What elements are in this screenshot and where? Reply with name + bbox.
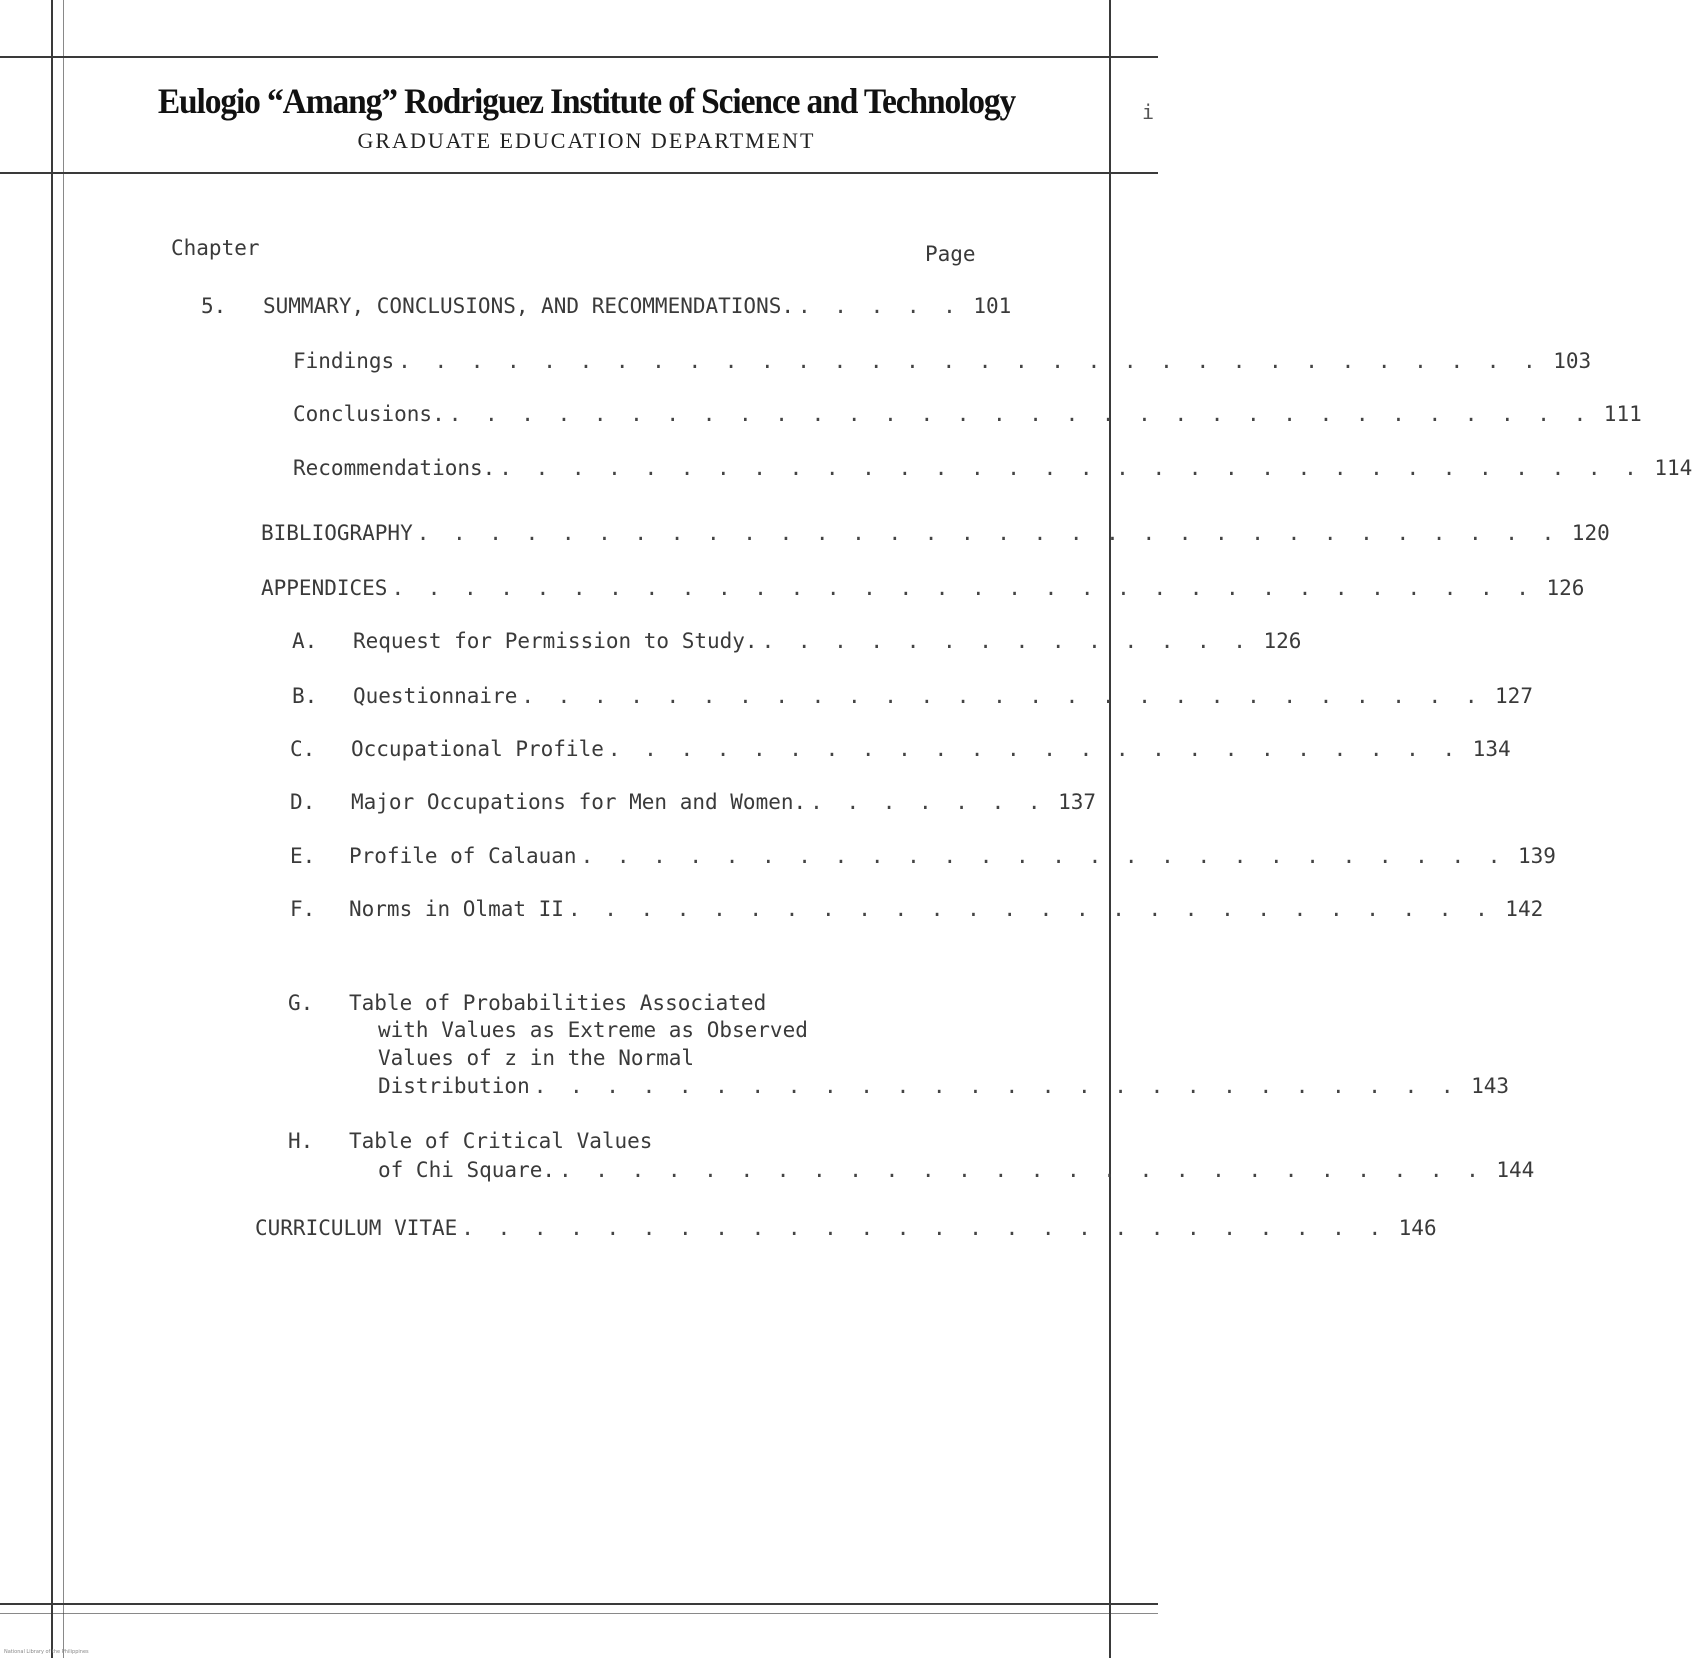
entry-label: Questionnaire (353, 684, 518, 708)
appendix-g-line-1: Table of Probabilities Associated (349, 991, 767, 1015)
entry-page: 126 (1263, 629, 1302, 653)
dot-leader: . . . . . . . . . . . . . . . . . . . . . . . . . . . (521, 684, 1483, 708)
dot-leader: . . . . . . . . . . . . . . . . . . . . . . . . . . (461, 1216, 1387, 1240)
entry-page: 143 (1471, 1074, 1510, 1098)
dot-leader: . . . . . . . . . . . . . . . . . . . . . . . . (607, 737, 1461, 761)
toc-entry-appendix-d (351, 790, 1097, 814)
dot-leader: . . . . . . . . . . . . . . . . . . . . . . . . . . . . . . . . (391, 576, 1535, 600)
appendix-g-line-3: Values of z in the Normal (378, 1046, 695, 1070)
dot-leader: . . . . . . . . . . . . . . . . . . . . . . . . . . (559, 1158, 1485, 1182)
appendix-letter: H. (288, 1129, 314, 1153)
appendix-letter: B. (292, 684, 318, 708)
left-border-line (51, 0, 53, 1658)
right-border-line (1109, 0, 1111, 1658)
toc-entry-appendices (261, 576, 1585, 600)
scan-footer-note: National Library of the Philippines (4, 1649, 89, 1655)
appendix-letter: E. (290, 844, 316, 868)
department-subtitle: GRADUATE EDUCATION DEPARTMENT (357, 128, 816, 153)
appendix-letter: D. (290, 790, 316, 814)
toc-entry-curriculum-vitae (255, 1216, 1437, 1240)
dot-leader: . . . . . . . . . . . . . . . . . . . . . . . . . . . . . . . . (416, 521, 1560, 545)
entry-label: Profile of Calauan (349, 844, 577, 868)
toc-entry-appendix-c (351, 737, 1511, 761)
dot-leader: . . . . . . . (810, 790, 1047, 814)
left-inner-border-line (63, 0, 64, 1658)
chapter-column-heading: Chapter (171, 236, 260, 260)
top-rule (0, 56, 1158, 58)
toc-entry-appendix-e (349, 844, 1556, 868)
entry-page: 101 (973, 294, 1012, 318)
appendix-letter: A. (292, 629, 318, 653)
toc-entry-conclusions (293, 402, 1642, 426)
dot-leader: . . . . . (798, 294, 962, 318)
dot-leader: . . . . . . . . . . . . . . . . . . . . . . . . . . . . . . . . (448, 402, 1592, 426)
dot-leader: . . . . . . . . . . . . . . . . . . . . . . . . . . (580, 844, 1506, 868)
appendix-h-line-1: Table of Critical Values (349, 1129, 653, 1153)
dot-leader: . . . . . . . . . . . . . . . . . . . . . . . . . . (567, 897, 1494, 921)
entry-label: SUMMARY, CONCLUSIONS, AND RECOMMENDATIONS. (263, 294, 795, 318)
entry-page: 146 (1398, 1216, 1437, 1240)
entry-label: Occupational Profile (351, 737, 604, 761)
appendix-g-line-2: with Values as Extreme as Observed (378, 1018, 808, 1042)
header-bottom-rule (0, 172, 1158, 174)
toc-entry-recommendations (293, 456, 1692, 480)
toc-entry-findings (293, 349, 1592, 373)
page-number: i (1142, 100, 1155, 124)
dot-leader: . . . . . . . . . . . . . . . . . . . . . . . . . . . . . . . . (499, 456, 1643, 480)
entry-page: 126 (1546, 576, 1585, 600)
entry-label: Request for Permission to Study. (353, 629, 758, 653)
chapter-number: 5. (201, 294, 227, 318)
institution-title: Eulogio “Amang” Rodriguez Institute of Science and Technology (157, 81, 1016, 121)
entry-label: Major Occupations for Men and Women. (351, 790, 807, 814)
entry-page: 111 (1603, 402, 1642, 426)
entry-page: 139 (1517, 844, 1556, 868)
entry-label: Conclusions. (293, 402, 445, 426)
entry-page: 114 (1654, 456, 1692, 480)
toc-entry-appendix-g (378, 1074, 1510, 1098)
dot-leader: . . . . . . . . . . . . . . . . . . . . . . . . . . . . . . . . (398, 349, 1542, 373)
bottom-rule-lower (0, 1613, 1158, 1614)
entry-label: Recommendations. (293, 456, 496, 480)
entry-label: Distribution (378, 1074, 530, 1098)
entry-label: CURRICULUM VITAE (255, 1216, 458, 1240)
bottom-rule (0, 1603, 1158, 1605)
entry-label: of Chi Square. (378, 1158, 556, 1182)
entry-label: BIBLIOGRAPHY (261, 521, 413, 545)
toc-entry-chapter-5 (263, 294, 1012, 318)
entry-label: Norms in Olmat II (349, 897, 564, 921)
dot-leader: . . . . . . . . . . . . . . (761, 629, 1252, 653)
entry-page: 144 (1496, 1158, 1535, 1182)
toc-entry-bibliography (261, 521, 1610, 545)
appendix-letter: G. (288, 991, 314, 1015)
toc-entry-appendix-a (353, 629, 1302, 653)
toc-entry-appendix-h (378, 1158, 1535, 1182)
dot-leader: . . . . . . . . . . . . . . . . . . . . . . . . . . (533, 1074, 1460, 1098)
entry-label: APPENDICES (261, 576, 388, 600)
entry-page: 142 (1505, 897, 1544, 921)
appendix-letter: F. (290, 897, 316, 921)
toc-entry-appendix-f (349, 897, 1544, 921)
entry-page: 134 (1472, 737, 1511, 761)
entry-page: 137 (1058, 790, 1097, 814)
toc-entry-appendix-b (353, 684, 1533, 708)
entry-page: 127 (1495, 684, 1533, 708)
entry-page: 103 (1553, 349, 1592, 373)
entry-page: 120 (1571, 521, 1610, 545)
entry-label: Findings (293, 349, 395, 373)
page-column-heading: Page (925, 242, 976, 266)
appendix-letter: C. (290, 737, 316, 761)
